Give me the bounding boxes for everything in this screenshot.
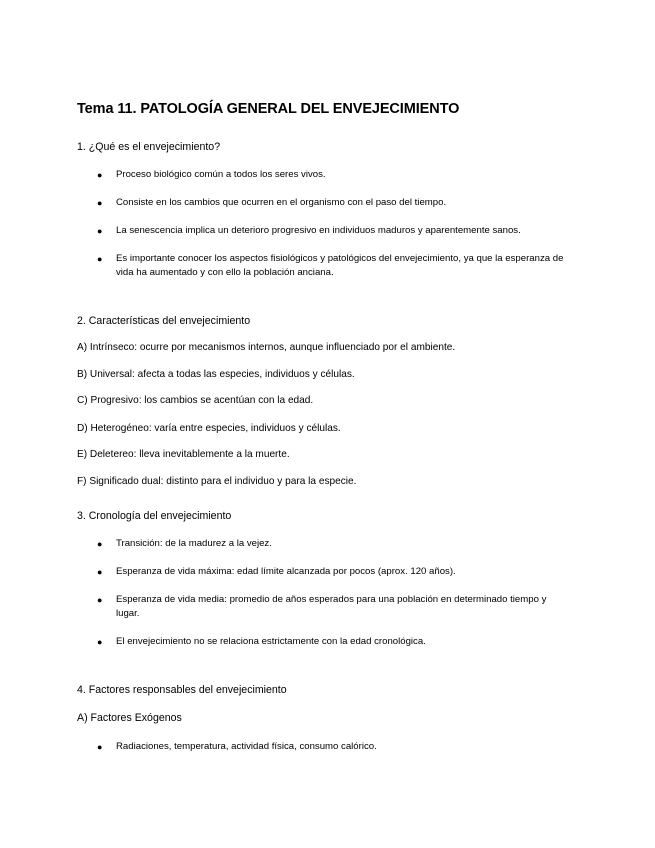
section-2-heading: 2. Características del envejecimiento	[77, 315, 251, 327]
list-item-text: Transición: de la madurez a la vejez.	[116, 538, 272, 549]
list-item-text: Proceso biológico común a todos los seres vivos.	[116, 169, 326, 180]
characteristic-item: C) Progresivo: los cambios se acentúan con la edad.	[77, 395, 314, 406]
list-item	[97, 537, 567, 551]
bullet-icon: ●	[97, 742, 103, 752]
list-item	[97, 593, 567, 621]
section-4-heading: 4. Factores responsables del envejecimiento	[77, 684, 287, 696]
characteristic-item: B) Universal: afecta a todas las especies, individuos y células.	[77, 369, 355, 380]
bullet-icon: ●	[97, 170, 103, 180]
list-item-text: Radiaciones, temperatura, actividad física, consumo calórico.	[116, 741, 377, 752]
bullet-icon: ●	[97, 637, 103, 647]
list-item-text: Es importante conocer los aspectos fisiológicos y patológicos del envejecimiento, ya que la esperanza de vida ha aumentado y con ello la población anciana.	[116, 253, 564, 278]
list-item-text: La senescencia implica un deterioro progresivo en individuos maduros y aparentemente sanos.	[116, 225, 521, 236]
list-item	[97, 635, 567, 649]
bullet-icon: ●	[97, 567, 103, 577]
bullet-icon: ●	[97, 198, 103, 208]
list-item	[97, 565, 567, 579]
characteristic-item: F) Significado dual: distinto para el individuo y para la especie.	[77, 476, 357, 487]
section-4-subheading: A) Factores Exógenos	[77, 712, 182, 724]
bullet-icon: ●	[97, 539, 103, 549]
characteristic-item: E) Deletereo: lleva inevitablemente a la muerte.	[77, 449, 290, 460]
list-item-text: Esperanza de vida media: promedio de años esperados para una población en determinado tiempo y lugar.	[116, 594, 547, 619]
list-item-text: Consiste en los cambios que ocurren en el organismo con el paso del tiempo.	[116, 197, 447, 208]
list-item	[97, 740, 567, 754]
list-item	[97, 168, 567, 182]
section-1-heading: 1. ¿Qué es el envejecimiento?	[77, 141, 221, 153]
characteristic-item: D) Heterogéneo: varía entre especies, individuos y células.	[77, 423, 341, 434]
bullet-icon: ●	[97, 226, 103, 236]
list-item-text: El envejecimiento no se relaciona estrictamente con la edad cronológica.	[116, 636, 426, 647]
bullet-icon: ●	[97, 254, 103, 264]
list-item	[97, 224, 567, 238]
section-3-heading: 3. Cronología del envejecimiento	[77, 510, 232, 522]
list-item-text: Esperanza de vida máxima: edad límite alcanzada por pocos (aprox. 120 años).	[116, 566, 456, 577]
list-item	[97, 196, 567, 210]
characteristic-item: A) Intrínseco: ocurre por mecanismos internos, aunque influenciado por el ambiente.	[77, 342, 456, 353]
list-item	[97, 252, 567, 280]
document-title: Tema 11. PATOLOGÍA GENERAL DEL ENVEJECIMIENTO	[77, 101, 460, 117]
bullet-icon: ●	[97, 595, 103, 605]
